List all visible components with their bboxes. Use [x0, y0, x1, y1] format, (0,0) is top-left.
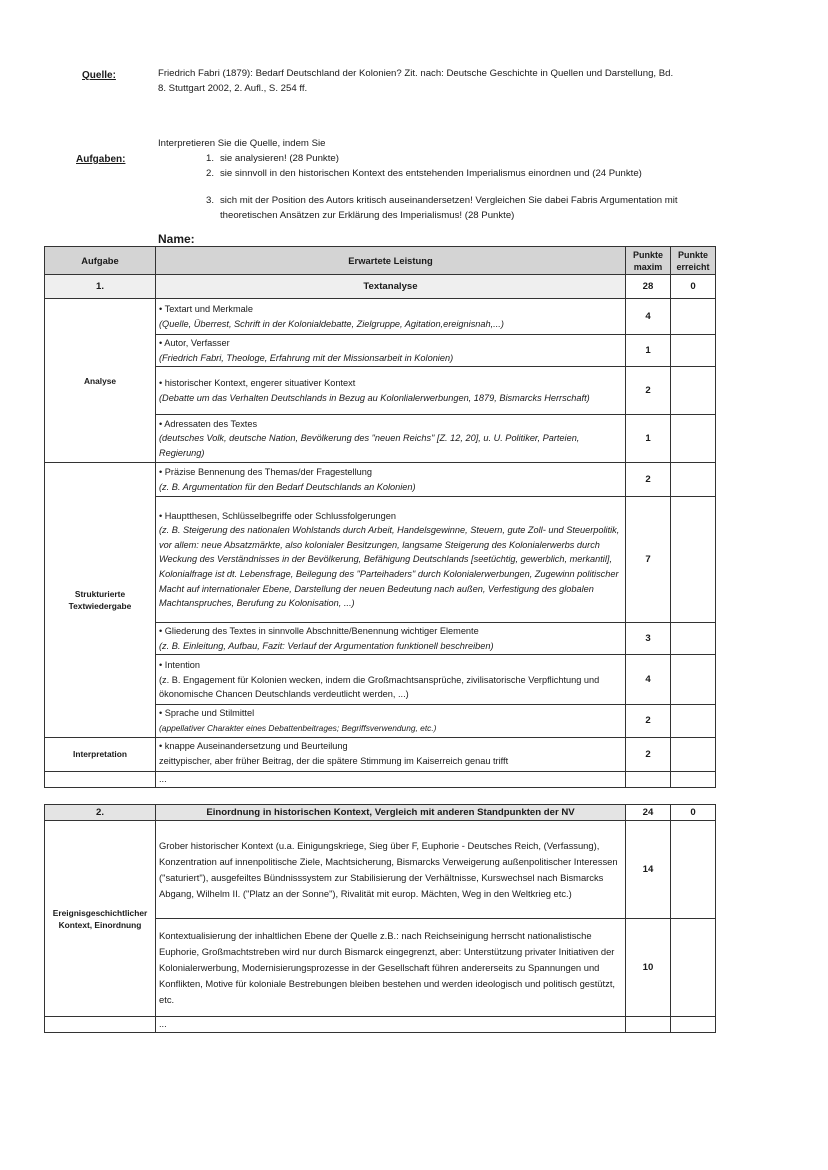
task-item [206, 193, 726, 223]
section-number: 2. [45, 805, 156, 821]
achieved-points-field[interactable] [671, 463, 716, 497]
aufgaben-label: Aufgaben: [76, 154, 126, 165]
criterion-cell [156, 623, 626, 655]
aufgaben-intro: Interpretieren Sie die Quelle, indem Sie [158, 138, 326, 149]
task-number: 2. [206, 168, 215, 179]
max-points: 10 [626, 919, 671, 1017]
table-row [45, 737, 716, 771]
criterion-description: (Friedrich Fabri, Theologe, Erfahrung mit der Missionsarbeit in Kolonien) [159, 352, 454, 363]
section-achieved-points: 0 [671, 275, 716, 299]
section-number: 1. [45, 275, 156, 299]
achieved-points-field[interactable] [671, 655, 716, 705]
criterion-cell [156, 367, 626, 415]
criterion-cell [156, 737, 626, 771]
trailing-ellipsis: ... [156, 1017, 626, 1033]
achieved-points-field[interactable] [671, 705, 716, 737]
task-item [206, 166, 726, 181]
empty-cell [45, 1017, 156, 1033]
col-header-aufgabe: Aufgabe [45, 247, 156, 275]
criterion-title: • Sprache und Stilmittel [159, 708, 255, 719]
criterion-description: zeittypischer, aber früher Beitrag, der die spätere Stimmung im Kaiserreich genau trifft [159, 756, 509, 767]
criterion-title: • historischer Kontext, engerer situativer Kontext [159, 378, 356, 389]
section-title: Einordnung in historischen Kontext, Vergleich mit anderen Standpunkten der NV [156, 805, 626, 821]
section-max-points: 24 [626, 805, 671, 821]
trailing-ellipsis: ... [156, 771, 626, 787]
table-row [45, 463, 716, 497]
criterion-cell [156, 299, 626, 335]
max-points: 4 [626, 655, 671, 705]
criterion-title: • Intention [159, 659, 201, 670]
section-achieved-points: 0 [671, 805, 716, 821]
achieved-points-field[interactable] [671, 919, 716, 1017]
table-row [45, 1017, 716, 1033]
criterion-title: • Adressaten des Textes [159, 418, 258, 429]
empty-cell [626, 771, 671, 787]
criterion-title: • Gliederung des Textes in sinnvolle Abschnitte/Benennung wichtiger Elemente [159, 626, 479, 637]
criterion-cell [156, 335, 626, 367]
max-points: 1 [626, 415, 671, 463]
criterion-description: (Debatte um das Verhalten Deutschlands in Bezug au Kolonlialerwerbungen, 1879, Bismarcks Herrschaft) [159, 392, 590, 403]
max-points: 2 [626, 463, 671, 497]
section-row [45, 275, 716, 299]
max-points: 7 [626, 497, 671, 623]
task-item [206, 151, 726, 166]
empty-cell [671, 1017, 716, 1033]
criterion-title: • Hauptthesen, Schlüsselbegriffe oder Schlussfolgerungen [159, 510, 396, 521]
achieved-points-field[interactable] [671, 415, 716, 463]
quelle-label: Quelle: [82, 70, 116, 81]
criterion-cell [156, 415, 626, 463]
criterion-cell [156, 705, 626, 737]
table-header-row [45, 247, 716, 275]
aufgaben-list [206, 151, 726, 223]
criterion-description: (z. B. Engagement für Kolonien wecken, indem die Großmachtsansprüche, zivilisatorische Verpflichtung und ökonomische Chancen Deutschlands verdeutlicht werden, ...) [159, 674, 600, 700]
name-label: Name: [158, 232, 195, 246]
criterion-description: (z. B. Argumentation für den Bedarf Deutschlands an Kolonien) [159, 481, 416, 492]
criterion-description: (z. B. Einleitung, Aufbau, Fazit: Verlauf der Argumentation funktionell beschreiben) [159, 640, 494, 651]
achieved-points-field[interactable] [671, 367, 716, 415]
criterion-description: (z. B. Steigerung des nationalen Wohlstands durch Arbeit, Handelsgewinne, Steuern, gute Zoll- und Steuerpolitik, vor allem: neue Absatzmärkte, also kolonialer Besitzungen, langsame Steigerung des Kolonialerwerbs durch Weckung des Verständnisses in der Bevölkerung, Befähigung Deutschlands [seetüchtig, gewerblich, merkantil], Kolonialfrage ist dt. Lebensfrage, Beilegung des "Parteihaders" durch Kolonialerwerbungen, Zugewinn politischer Macht auf internationaler Ebene, Darstellung der neuen Bedeutung nach außen, Verfestigung des globalen Machtanspruches, Berufung zu Kolonisation, ...) [159, 525, 620, 609]
quelle-text: Friedrich Fabri (1879): Bedarf Deutschland der Kolonien? Zit. nach: Deutsche Geschichte in Quellen und Darstellung, Bd. 8. Stuttgart 2002, 2. Aufl., S. 254 ff. [158, 68, 674, 94]
col-header-leistung: Erwartete Leistung [156, 247, 626, 275]
achieved-points-field[interactable] [671, 497, 716, 623]
criterion-cell [156, 655, 626, 705]
criterion-cell: Kontextualisierung der inhaltlichen Ebene der Quelle z.B.: nach Reichseinigung herrscht nationalistische Euphorie, Großmachtstreben wird nur durch Bismarck eingegrenzt, aber: Unterstützung privater Initiativen der Kolonialerwerbung, Modernisierungsprozesse in der Gesellschaft führen andererseits zu Spannungen und Konflikten, Motive für koloniale Bestrebungen bleiben bestehen und werden ideologisch und politisch gestützt, etc. [156, 919, 626, 1017]
criterion-cell: Grober historischer Kontext (u.a. Einigungskriege, Sieg über F, Euphorie - Deutsches Reich, (Verfassung), Konzentration auf innenpolitische Ziele, Machtsicherung, Bismarcks Verweigerung außenpolitischer Interessen ("saturiert"), ausgefeiltes Bündnisssystem zur Stabilisierung der Verhältnisse, Kurswechsel nach Bismarcks Abgang, Wilhelm II. ("Platz an der Sonne"), Rivalität mit europ. Mächten, Weg in den Weltkrieg etc.) [156, 821, 626, 919]
grading-table-textanalyse [44, 246, 716, 788]
achieved-points-field[interactable] [671, 821, 716, 919]
max-points: 2 [626, 367, 671, 415]
col-header-punkte-erreicht: Punkte erreicht [671, 247, 716, 275]
section-max-points: 28 [626, 275, 671, 299]
task-text: sie analysieren! (28 Punkte) [220, 153, 339, 164]
criterion-description: (appellativer Charakter eines Debattenbeitrages; Begriffsverwendung, etc.) [159, 722, 437, 733]
max-points: 4 [626, 299, 671, 335]
criterion-title: • Autor, Verfasser [159, 338, 230, 348]
criterion-title: • knappe Auseinandersetzung und Beurteilung [159, 741, 348, 752]
criterion-cell [156, 497, 626, 623]
table-row [45, 299, 716, 335]
max-points: 3 [626, 623, 671, 655]
max-points: 14 [626, 821, 671, 919]
achieved-points-field[interactable] [671, 623, 716, 655]
max-points: 2 [626, 737, 671, 771]
task-text: sich mit der Position des Autors kritisch auseinandersetzen! Vergleichen Sie dabei Fabris Argumentation mit theoretischen Ansätzen zur Erklärung des Imperialismus! (28 Punkte) [220, 195, 678, 221]
task-number: 3. [206, 195, 215, 206]
criterion-title: • Präzise Bennenung des Themas/der Fragestellung [159, 467, 372, 478]
task-number: 1. [206, 153, 215, 164]
empty-cell [626, 1017, 671, 1033]
empty-cell [671, 771, 716, 787]
empty-cell [45, 771, 156, 787]
criterion-description: (Quelle, Überrest, Schrift in der Kolonialdebatte, Zielgruppe, Agitation,ereignisnah,...) [159, 318, 504, 329]
criterion-description: (deutsches Volk, deutsche Nation, Bevölkerung des "neuen Reichs" [Z. 12, 20], u. U. Politiker, Parteien, Regierung) [159, 433, 580, 458]
category-strukturierte-textwiedergabe: Strukturierte Textwiedergabe [45, 463, 156, 737]
achieved-points-field[interactable] [671, 299, 716, 335]
max-points: 1 [626, 335, 671, 367]
table-row [45, 821, 716, 919]
criterion-title: • Textart und Merkmale [159, 303, 253, 314]
criterion-cell [156, 463, 626, 497]
achieved-points-field[interactable] [671, 737, 716, 771]
grading-table-einordnung [44, 804, 716, 1033]
task-text: sie sinnvoll in den historischen Kontext des entstehenden Imperialismus einordnen und (24 Punkte) [220, 168, 642, 179]
section-title: Textanalyse [156, 275, 626, 299]
section-row [45, 805, 716, 821]
table-row [45, 771, 716, 787]
category-ereignisgeschichtlicher-kontext: Ereignisgeschichtlicher Kontext, Einordnung [45, 821, 156, 1017]
col-header-punkte-max: Punkte maxim [626, 247, 671, 275]
category-analyse: Analyse [45, 299, 156, 463]
category-interpretation: Interpretation [45, 737, 156, 771]
max-points: 2 [626, 705, 671, 737]
achieved-points-field[interactable] [671, 335, 716, 367]
